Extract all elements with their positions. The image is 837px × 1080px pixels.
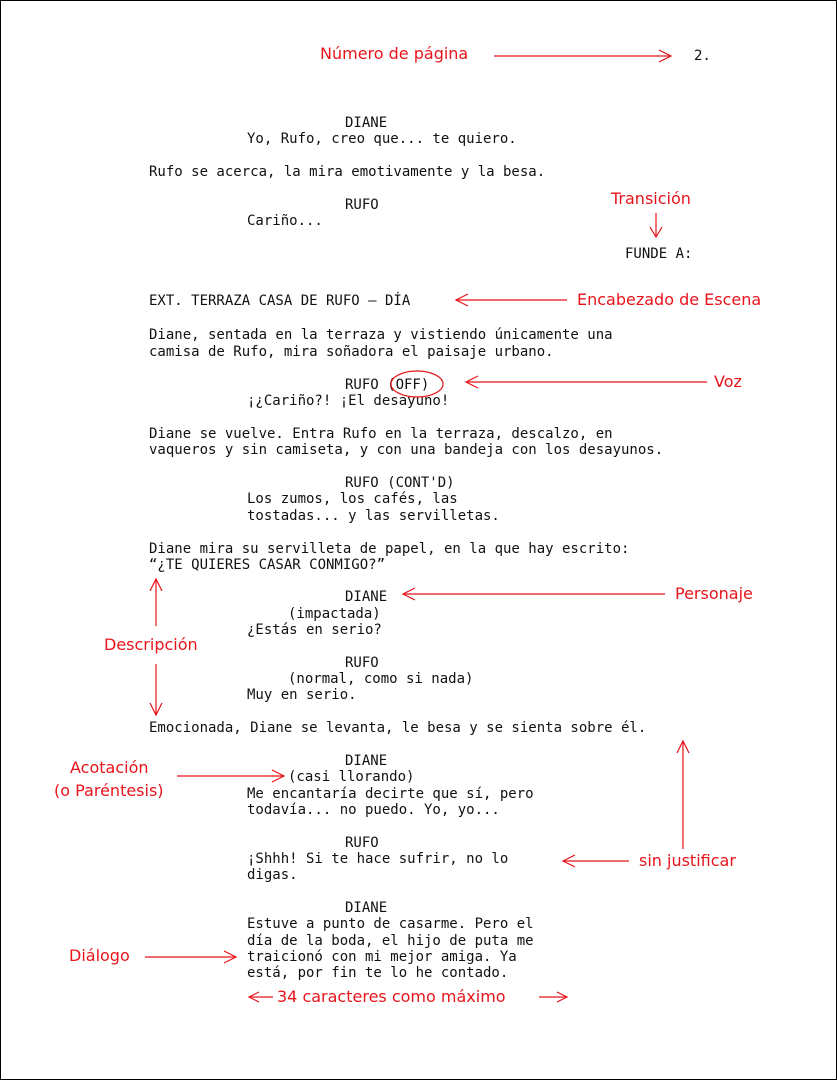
annotation-dialogue: Diálogo [69, 946, 130, 965]
action-line: Diane se vuelve. Entra Rufo en la terraza, descalzo, en [149, 426, 613, 442]
annotation-parenthetical-2: (o Paréntesis) [54, 781, 164, 800]
dialogue-line: digas. [247, 867, 298, 883]
dialogue-line: Estuve a punto de casarme. Pero el [247, 916, 534, 932]
annotation-arrows [1, 1, 836, 1079]
action-line: “¿TE QUIERES CASAR CONMIGO?” [149, 557, 386, 573]
off-circle-icon [391, 371, 443, 397]
parenthetical: (impactada) [288, 606, 381, 622]
dialogue-line: Los zumos, los cafés, las [247, 491, 458, 507]
dialogue-line: Muy en serio. [247, 687, 357, 703]
arrow-left-icon [403, 588, 665, 600]
arrow-right-icon [177, 770, 284, 782]
parenthetical: (casi llorando) [288, 769, 415, 785]
annotation-unjustified: sin justificar [639, 851, 736, 870]
arrow-left-icon [249, 992, 273, 1002]
annotation-description: Descripción [104, 635, 198, 654]
character-name: DIANE [345, 589, 388, 605]
character-name: DIANE [345, 115, 388, 131]
character-name: RUFO (CONT'D) [345, 475, 455, 491]
dialogue-line: día de la boda, el hijo de puta me [247, 933, 534, 949]
action-line: Diane, sentada en la terraza y vistiendo únicamente una [149, 327, 613, 343]
dialogue-line: Me encantaría decirte que sí, pero [247, 786, 534, 802]
action-line: Emocionada, Diane se levanta, le besa y se sienta sobre él. [149, 720, 647, 736]
annotation-voice: Voz [714, 372, 742, 391]
annotation-character: Personaje [675, 584, 753, 603]
dialogue-line: ¿Estás en serio? [247, 622, 382, 638]
action-line: Rufo se acerca, la mira emotivamente y la besa. [149, 164, 546, 180]
character-name: RUFO [345, 197, 379, 213]
character-name: RUFO [345, 655, 379, 671]
dialogue-line: Yo, Rufo, creo que... te quiero. [247, 131, 517, 147]
annotation-parenthetical-1: Acotación [70, 758, 149, 777]
action-line: Diane mira su servilleta de papel, en la que hay escrito: [149, 541, 630, 557]
annotation-max-chars: 34 caracteres como máximo [277, 987, 506, 1006]
arrow-right-icon [494, 50, 671, 62]
arrow-up-icon [677, 741, 689, 849]
dialogue-line: todavía... no puedo. Yo, yo... [247, 802, 500, 818]
dialogue-line: tostadas... y las servilletas. [247, 508, 500, 524]
character-name: RUFO (OFF) [345, 377, 430, 393]
dialogue-line: ¡Shhh! Si te hace sufrir, no lo [247, 851, 509, 867]
dialogue-line: Cariño... [247, 213, 323, 229]
dialogue-line: ¡¿Cariño?! ¡El desayuno! [247, 393, 450, 409]
dialogue-line: traicionó con mi mejor amiga. Ya [247, 949, 517, 965]
action-line: vaqueros y sin camiseta, y con una bandeja con los desayunos. [149, 442, 664, 458]
annotation-scene-heading: Encabezado de Escena [577, 290, 762, 309]
arrow-right-icon [145, 951, 236, 963]
arrow-left-icon [466, 376, 707, 388]
double-arrow-vertical-icon [150, 579, 162, 715]
action-line: camisa de Rufo, mira soñadora el paisaje urbano. [149, 344, 554, 360]
arrow-left-icon [456, 294, 567, 306]
character-name: RUFO [345, 835, 379, 851]
character-name: DIANE [345, 753, 388, 769]
parenthetical: (normal, como si nada) [288, 671, 474, 687]
annotation-page-number: Número de página [320, 44, 469, 63]
annotation-transition: Transición [611, 189, 691, 208]
arrow-right-icon [539, 992, 567, 1002]
arrow-left-icon [563, 855, 629, 867]
dialogue-line: está, por fin te lo he contado. [247, 965, 509, 981]
arrow-down-icon [650, 213, 662, 237]
transition: FUNDE A: [625, 246, 693, 262]
character-name: DIANE [345, 900, 388, 916]
scene-heading: EXT. TERRAZA CASA DE RUFO – DÍA [149, 293, 411, 309]
page-number: 2. [694, 48, 711, 64]
